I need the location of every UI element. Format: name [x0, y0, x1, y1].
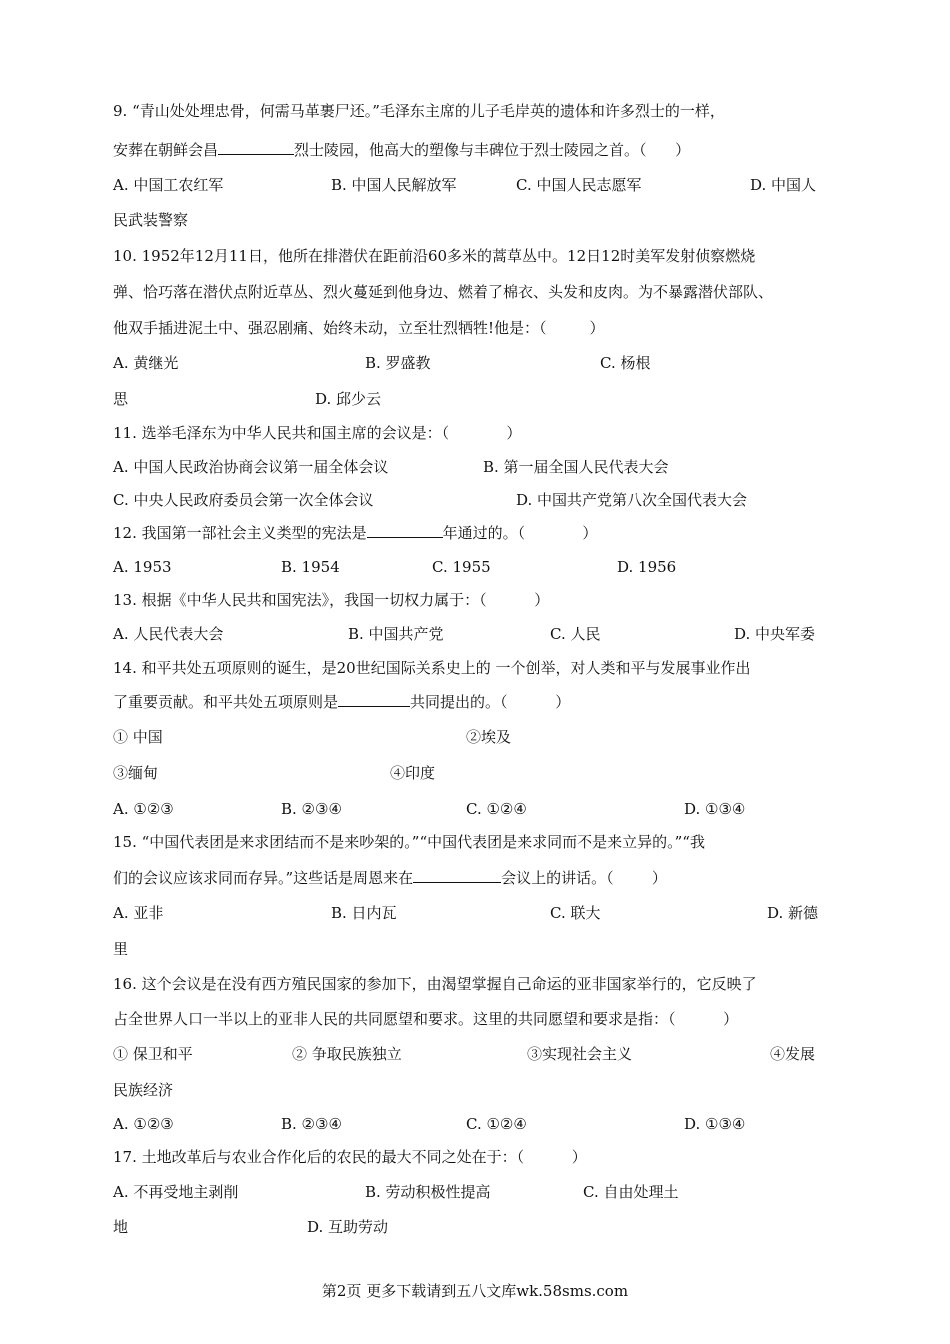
question-11-option-a: A. 中国人民政治协商会议第一届全体会议 — [113, 458, 389, 476]
question-10-option-c: C. 杨根 — [600, 354, 651, 372]
question-15-line-2 — [113, 868, 667, 888]
question-12-option-a: A. 1953 — [113, 558, 172, 576]
question-17-line-1: 17. 土地改革后与农业合作化后的农民的最大不同之处在于：（ ） — [113, 1148, 587, 1166]
question-17-option-c-cont: 地 — [113, 1218, 129, 1236]
question-9-line-1: 9. “青山处处埋忠骨，何需马革裹尸还。”毛泽东主席的儿子毛岸英的遗体和许多烈士的一样， — [113, 102, 725, 120]
question-10-line-3: 他双手插进泥土中、强忍剧痛、始终未动，立至壮烈牺牲!他是：（ ） — [113, 319, 605, 337]
question-16-item-4-cont: 民族经济 — [113, 1081, 174, 1099]
question-11-option-d: D. 中国共产党第八次全国代表大会 — [516, 491, 748, 509]
answer-blank — [413, 868, 501, 883]
question-10-option-a: A. 黄继光 — [113, 354, 179, 372]
question-12-text-b: 年通过的。（ ） — [442, 524, 598, 542]
question-10-line-1: 10. 1952年12月11日，他所在排潜伏在距前沿60多米的蒿草丛中。12日12时美军发射侦察燃烧 — [113, 247, 756, 265]
question-17-option-a: A. 不再受地主剥削 — [113, 1183, 239, 1201]
question-15-option-b: B. 日内瓦 — [331, 904, 397, 922]
answer-blank — [338, 692, 410, 707]
question-13-line-1: 13. 根据《中华人民共和国宪法》，我国一切权力属于：（ ） — [113, 591, 550, 609]
question-16-line-1: 16. 这个会议是在没有西方殖民国家的参加下，由渴望掌握自己命运的亚非国家举行的，它反映了 — [113, 975, 757, 993]
question-16-option-d: D. ①③④ — [684, 1115, 746, 1133]
question-14-option-a: A. ①②③ — [113, 800, 174, 818]
question-9-option-c: C. 中国人民志愿军 — [516, 176, 642, 194]
question-16-item-3: ③实现社会主义 — [527, 1045, 633, 1063]
question-13-option-a: A. 人民代表大会 — [113, 625, 224, 643]
question-10-line-2: 弹、恰巧落在潜伏点附近草丛、烈火蔓延到他身边、燃着了棉衣、头发和皮肉。为不暴露潜伏部队、 — [113, 283, 774, 301]
question-9-option-b: B. 中国人民解放军 — [331, 176, 457, 194]
question-13-option-b: B. 中国共产党 — [348, 625, 444, 643]
question-15-line-1: 15. “中国代表团是来求团结而不是来吵架的。”“中国代表团是来求同而不是来立异的。”“我 — [113, 833, 705, 851]
question-15-option-c: C. 联大 — [550, 904, 601, 922]
question-13-option-c: C. 人民 — [550, 625, 601, 643]
question-15-text-b: 会议上的讲话。（ ） — [501, 869, 667, 887]
question-9-line-2 — [113, 140, 690, 160]
question-10-option-b: B. 罗盛教 — [365, 354, 431, 372]
question-14-item-1: ① 中国 — [113, 728, 163, 746]
question-14-text-a: 了重要贡献。和平共处五项原则是 — [113, 693, 339, 711]
question-9-option-d-cont: 民武装警察 — [113, 211, 189, 229]
question-16-line-2: 占全世界人口一半以上的亚非人民的共同愿望和要求。这里的共同愿望和要求是指：（ ） — [113, 1010, 739, 1028]
question-14-item-3: ③缅甸 — [113, 764, 159, 782]
question-16-option-c: C. ①②④ — [466, 1115, 527, 1133]
question-12-option-b: B. 1954 — [281, 558, 340, 576]
question-12-option-d: D. 1956 — [617, 558, 677, 576]
question-14-option-c: C. ①②④ — [466, 800, 527, 818]
question-14-option-d: D. ①③④ — [684, 800, 746, 818]
question-13-option-d: D. 中央军委 — [734, 625, 816, 643]
answer-blank — [218, 140, 294, 155]
question-15-option-a: A. 亚非 — [113, 904, 164, 922]
question-16-item-1: ① 保卫和平 — [113, 1045, 193, 1063]
question-14-item-2: ②埃及 — [466, 728, 512, 746]
question-9-text-b: 烈士陵园，他高大的塑像与丰碑位于烈士陵园之首。（ ） — [294, 141, 691, 159]
question-16-option-a: A. ①②③ — [113, 1115, 174, 1133]
question-9-option-a: A. 中国工农红军 — [113, 176, 224, 194]
page-footer: 第2页 更多下载请到五八文库wk.58sms.com — [321, 1282, 629, 1300]
question-14-item-4: ④印度 — [390, 764, 436, 782]
question-16-item-4: ④发展 — [770, 1045, 816, 1063]
question-11-option-b: B. 第一届全国人民代表大会 — [483, 458, 669, 476]
question-12-option-c: C. 1955 — [432, 558, 491, 576]
question-17-option-d: D. 互助劳动 — [307, 1218, 389, 1236]
question-9-text-a: 安葬在朝鲜会昌 — [113, 141, 219, 159]
question-10-option-d: D. 邱少云 — [315, 390, 382, 408]
question-14-line-2 — [113, 692, 570, 712]
question-16-item-2: ② 争取民族独立 — [292, 1045, 402, 1063]
question-14-option-b: B. ②③④ — [281, 800, 342, 818]
question-17-option-b: B. 劳动积极性提高 — [365, 1183, 491, 1201]
question-16-option-b: B. ②③④ — [281, 1115, 342, 1133]
question-17-option-c: C. 自由处理土 — [583, 1183, 679, 1201]
question-11-line-1: 11. 选举毛泽东为中华人民共和国主席的会议是：（ ） — [113, 424, 522, 442]
question-15-option-d: D. 新德 — [767, 904, 819, 922]
question-9-option-d: D. 中国人 — [750, 176, 817, 194]
question-15-text-a: 们的会议应该求同而存异。”这些话是周恩来在 — [113, 869, 414, 887]
question-12-text-a: 12. 我国第一部社会主义类型的宪法是 — [113, 524, 367, 542]
question-12-line-1 — [113, 523, 597, 543]
question-10-option-c-cont: 思 — [113, 390, 129, 408]
answer-blank — [367, 523, 443, 538]
question-11-option-c: C. 中央人民政府委员会第一次全体会议 — [113, 491, 374, 509]
question-14-line-1: 14. 和平共处五项原则的诞生，是20世纪国际关系史上的 一个创举，对人类和平与发展事业作出 — [113, 659, 751, 677]
question-15-option-d-cont: 里 — [113, 940, 129, 958]
question-14-text-b: 共同提出的。（ ） — [410, 693, 571, 711]
